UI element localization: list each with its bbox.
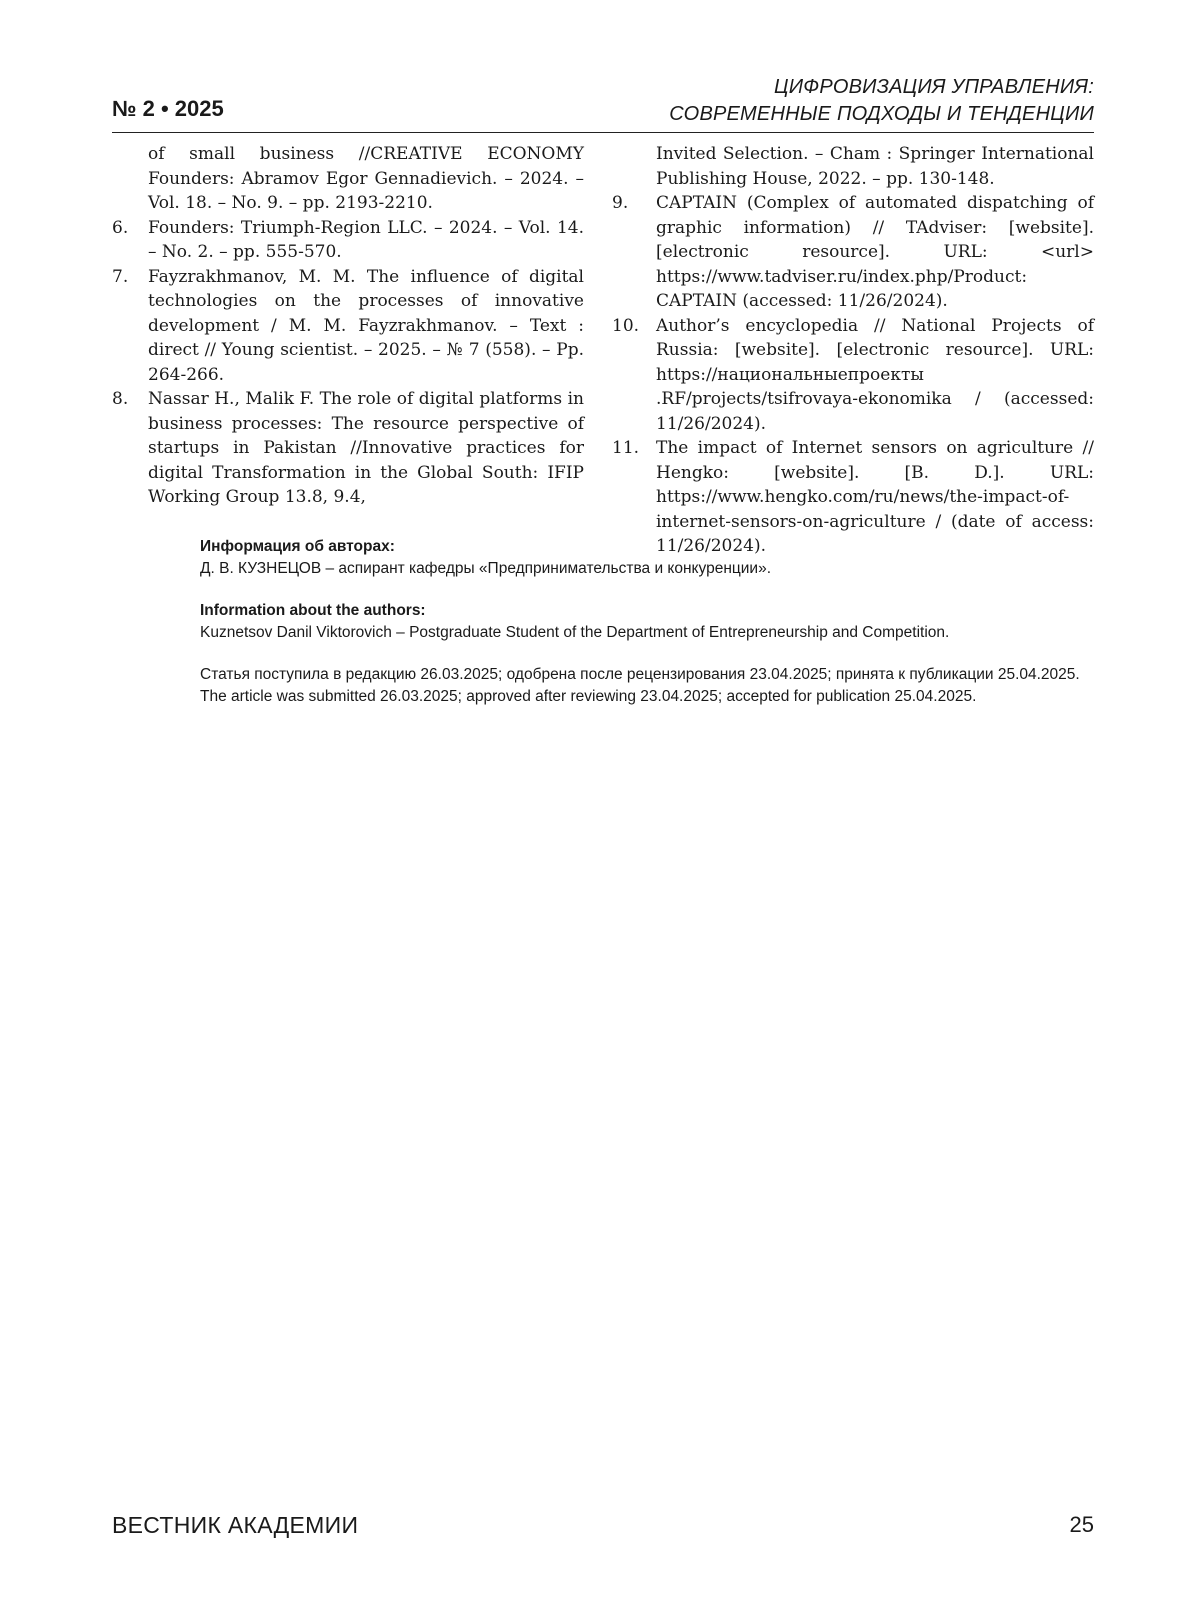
authors-en-label: Information about the authors: — [200, 602, 426, 619]
reference-text: CAPTAIN (Complex of automated dispatching of graphic information) // TAdviser: [website]. [electronic resource]. URL: <url> https://www.tadviser.ru/index.php/Product: CAPTAIN (accessed: 11/26/2024). — [656, 193, 1094, 311]
reference-number: 11. — [612, 438, 640, 458]
section-title-line-2: СОВРЕМЕННЫЕ ПОДХОДЫ И ТЕНДЕНЦИИ — [669, 103, 1094, 125]
reference-number: 10. — [612, 315, 640, 336]
reference-text: Invited Selection. – Cham : Springer International Publishing House, 2022. – pp. 130-148. — [656, 144, 1094, 189]
references-left-column — [112, 142, 584, 510]
section-title — [669, 74, 1094, 128]
issue-number: № 2 • 2025 — [112, 96, 224, 121]
reference-number: 7. — [112, 266, 129, 287]
reference-item — [612, 314, 1094, 437]
article-dates-ru: Статья поступила в редакцию 26.03.2025; одобрена после рецензирования 23.04.2025; принята к публикации 25.04.2025. — [200, 666, 1080, 683]
authors-ru-label: Информация об авторах: — [200, 538, 395, 555]
reference-text: of small business //CREATIVE ECONOMY Founders: Abramov Egor Gennadievich. – 2024. – Vol. 18. – No. 9. – pp. 2193-2210. — [148, 144, 584, 213]
reference-text: Founders: Triumph-Region LLC. – 2024. – Vol. 14. – No. 2. – pp. 555-570. — [148, 217, 584, 262]
article-dates-en: The article was submitted 26.03.2025; approved after reviewing 23.04.2025; accepted for publication 25.04.2025. — [200, 688, 977, 705]
reference-item — [612, 191, 1094, 314]
running-header — [112, 70, 1094, 133]
reference-text: Nassar H., Malik F. The role of digital platforms in business processes: The resource perspective of startups in Pakistan //Innovative practices for digital Transformation in the Global South: IFIP Working Group 13.8, 9.4, — [148, 389, 584, 507]
journal-title: ВЕСТНИК АКАДЕМИИ — [112, 1512, 359, 1538]
page-number: 25 — [1069, 1512, 1094, 1537]
reference-item — [112, 216, 584, 265]
reference-item — [112, 265, 584, 388]
author-info-block — [200, 536, 1094, 708]
authors-en-text: Kuznetsov Danil Viktorovich – Postgraduate Student of the Department of Entrepreneurship and Competition. — [200, 624, 950, 641]
reference-number: 9. — [612, 193, 629, 213]
reference-text: Author’s encyclopedia // National Projects of Russia: [website]. [electronic resource]. URL: https://национальныепроекты .RF/projects/tsifrovaya-ekonomika / (accessed: 11/26/2024). — [656, 315, 1094, 434]
authors-ru-text: Д. В. КУЗНЕЦОВ – аспирант кафедры «Предпринимательства и конкуренции». — [200, 560, 772, 577]
reference-item — [112, 142, 584, 216]
references-right-column — [612, 142, 1094, 559]
reference-item — [112, 387, 584, 510]
reference-text: The impact of Internet sensors on agriculture // Hengko: [website]. [B. D.]. URL: https://www.hengko.com/ru/news/the-impact-of-internet-sensors-on-agriculture / (date of access: 11/26/2024). — [656, 438, 1094, 556]
reference-item — [620, 142, 1094, 191]
section-title-line-1: ЦИФРОВИЗАЦИЯ УПРАВЛЕНИЯ: — [773, 76, 1094, 98]
reference-text: Fayzrakhmanov, M. M. The influence of digital technologies on the processes of innovative development / M. M. Fayzrakhmanov. – Text : direct // Young scientist. – 2025. – № 7 (558). – Pp. 264-266. — [148, 266, 584, 385]
reference-number: 6. — [112, 217, 129, 238]
reference-number: 8. — [112, 389, 129, 409]
